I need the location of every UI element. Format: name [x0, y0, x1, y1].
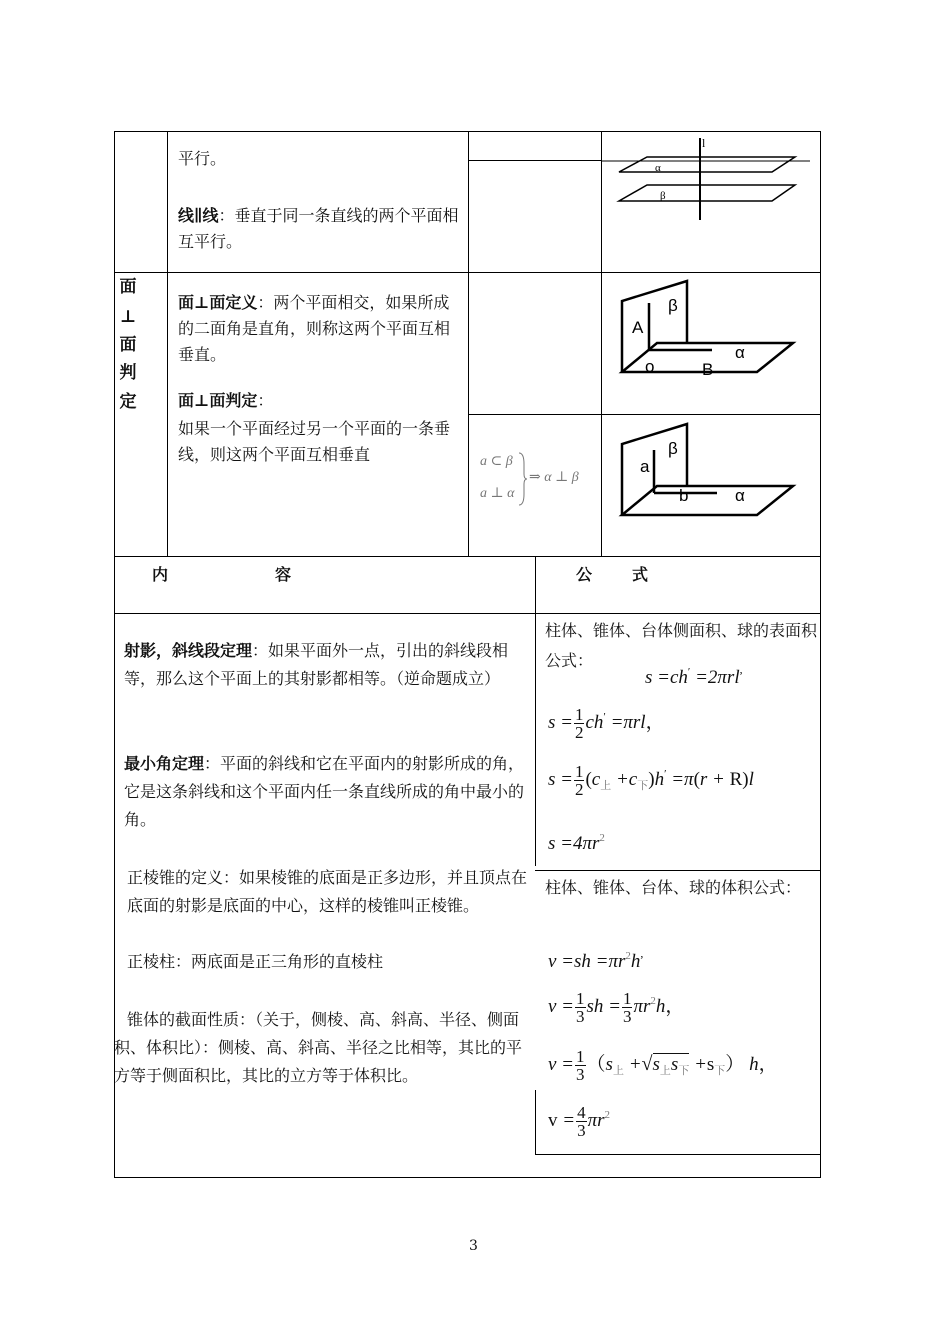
min-angle-theorem: 最小角定理：平面的斜线和它在平面内的射影所成的角，它是这条斜线和这个平面内任一条直线所成的角中最小的角。: [124, 754, 525, 829]
formula-lateral-pyramid: s = $\frac{1}{2}$ ch′ =πrl，: [548, 705, 665, 742]
formula-volume-sphere: v = $\frac{4}{3}$ $\pi r^2$: [548, 1103, 610, 1140]
parallel-theorem: 线∥线：垂直于同一条直线的两个平面相互平行。: [178, 206, 459, 251]
perp-judgement-diagram: [602, 415, 820, 556]
line-l-label: l: [702, 136, 706, 150]
parallel-text: 平行。: [178, 149, 227, 168]
regular-prism-def: 正棱柱：两底面是正三角形的直棱柱: [127, 952, 384, 971]
area-formulas-intro: 柱体、锥体、台体侧面积、球的表面积公式：: [545, 621, 818, 670]
label-beta-2: β: [668, 439, 678, 458]
header-content: 内: [152, 565, 169, 584]
projection-theorem: 射影，斜线段定理：如果平面外一点，引出的斜线段相等，那么这个平面上的其射影都相等。（逆命题成立）: [124, 641, 509, 688]
label-alpha: α: [735, 343, 745, 362]
label-A: A: [632, 318, 644, 337]
formula-volume-pyramid: v = $\frac{1}{3}$ sh = $\frac{1}{3}$ $\pi r^2h$，: [548, 989, 685, 1026]
label-b: b: [679, 486, 689, 505]
formula-sphere-area: $s =4\pi r^2$: [548, 832, 605, 854]
label-B: B: [702, 360, 714, 379]
label-beta: β: [668, 296, 678, 315]
formula-lateral-frustum: s = $\frac{1}{2}$ $(c_上 +c_下)h' =\pi(r + R)l$: [548, 762, 754, 799]
label-O: o: [645, 357, 655, 376]
header-content-2: 容: [275, 565, 292, 584]
beta-label: β: [660, 190, 666, 202]
dihedral-right-angle-diagram: [602, 273, 820, 414]
label-a: a: [640, 457, 650, 476]
perp-definition: 面⊥面定义：两个平面相交，如果所成的二面角是直角，则称这两个平面互相垂直。: [178, 293, 451, 364]
perp-judgement-text: 如果一个平面经过另一个平面的一条垂线，则这两个平面互相垂直: [178, 419, 451, 464]
header-formula-2: 式: [632, 565, 649, 584]
formula-volume-frustum: v = $\frac{1}{3}$ $(s_上 +√s_上s_下 +s_下)$ h，: [548, 1047, 778, 1084]
header-formula: 公: [576, 565, 593, 584]
regular-pyramid-def: 正棱锥的定义：如果棱锥的底面是正多边形，并且顶点在底面的射影是底面的中心，这样的棱锥叫正棱锥。: [127, 868, 528, 915]
page-number: 3: [469, 1238, 478, 1254]
alpha-label: α: [655, 162, 661, 174]
parallel-planes-diagram: [602, 132, 820, 272]
formula-lateral-prism: s =ch′ =2πrl,: [645, 662, 743, 688]
cone-section-property: 锥体的截面性质：（关于，侧棱、高、斜高、半径、侧面积、体积比）：侧棱、高、斜高、半径之比相等，其比的平方等于侧面积比，其比的立方等于体积比。: [114, 1010, 523, 1085]
label-alpha-2: α: [735, 486, 745, 505]
volume-formulas-intro: 柱体、锥体、台体、球的体积公式：: [545, 878, 802, 897]
formula-volume-prism: $v =sh =\pi r^2h^,$: [548, 946, 644, 972]
perp-judgement-title: 面⊥面判定：: [178, 391, 274, 410]
